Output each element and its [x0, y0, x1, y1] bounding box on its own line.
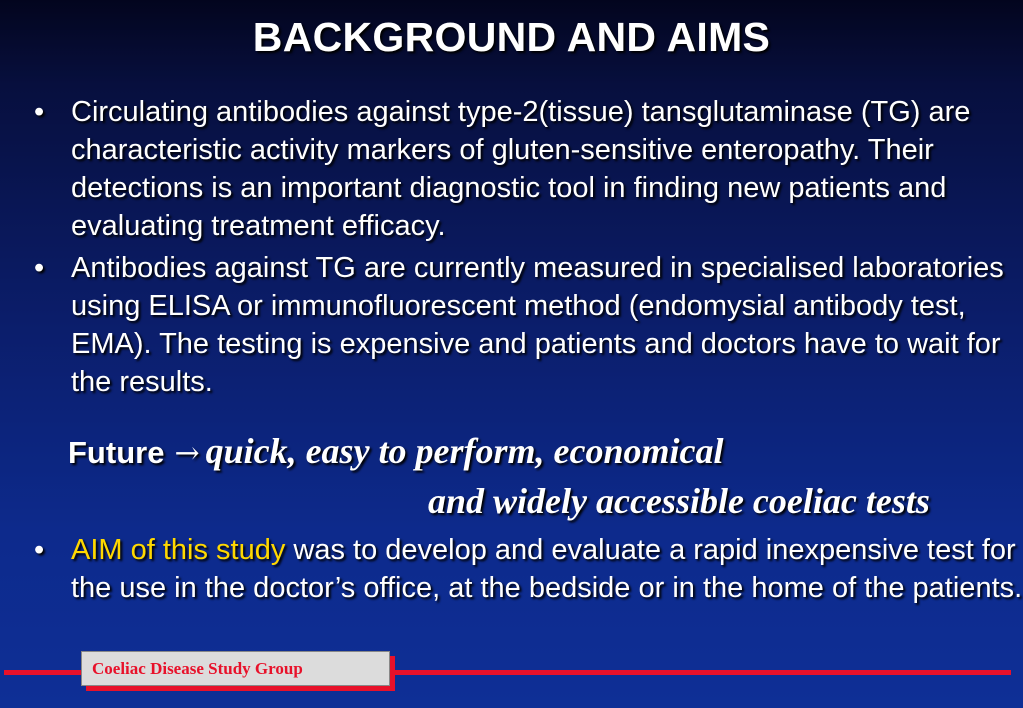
future-text-2: and widely accessible coeliac tests: [428, 481, 930, 521]
bullet-dot-icon: •: [34, 534, 45, 566]
footer-label-box: [81, 651, 390, 686]
future-text-1: quick, easy to perform, economical: [205, 431, 724, 471]
footer-text: Coeliac Disease Study Group: [92, 659, 303, 678]
future-line-1: [68, 430, 724, 472]
bullet-dot-icon: •: [34, 96, 45, 128]
right-arrow-icon: →: [174, 436, 200, 471]
bullet-text: Circulating antibodies against type-2(tissue) tansglutaminase (TG) are characteristic activity markers of gluten-sensitive enteropathy. Their detections is an important diagnostic tool in finding new patients and evaluating treatment efficacy.: [71, 96, 971, 242]
future-label: Future: [68, 435, 165, 470]
bullet-text: Antibodies against TG are currently measured in specialised laboratories using ELISA or immunofluorescent method (endomysial antibody test, EMA). The testing is expensive and patients and doctors have to wait for the results.: [71, 252, 1004, 398]
bullet-item: [34, 93, 1023, 245]
bullet-text: was to develop and evaluate a rapid inexpensive test for the use in the doctor’s office, at the bedside or in the home of the patients.: [71, 534, 1023, 604]
bullet-item: [34, 531, 1023, 607]
slide-title: BACKGROUND AND AIMS: [252, 14, 771, 60]
bullet-dot-icon: •: [34, 252, 45, 284]
aim-highlight: AIM of this study: [71, 534, 286, 566]
bullet-item: [34, 249, 1023, 401]
